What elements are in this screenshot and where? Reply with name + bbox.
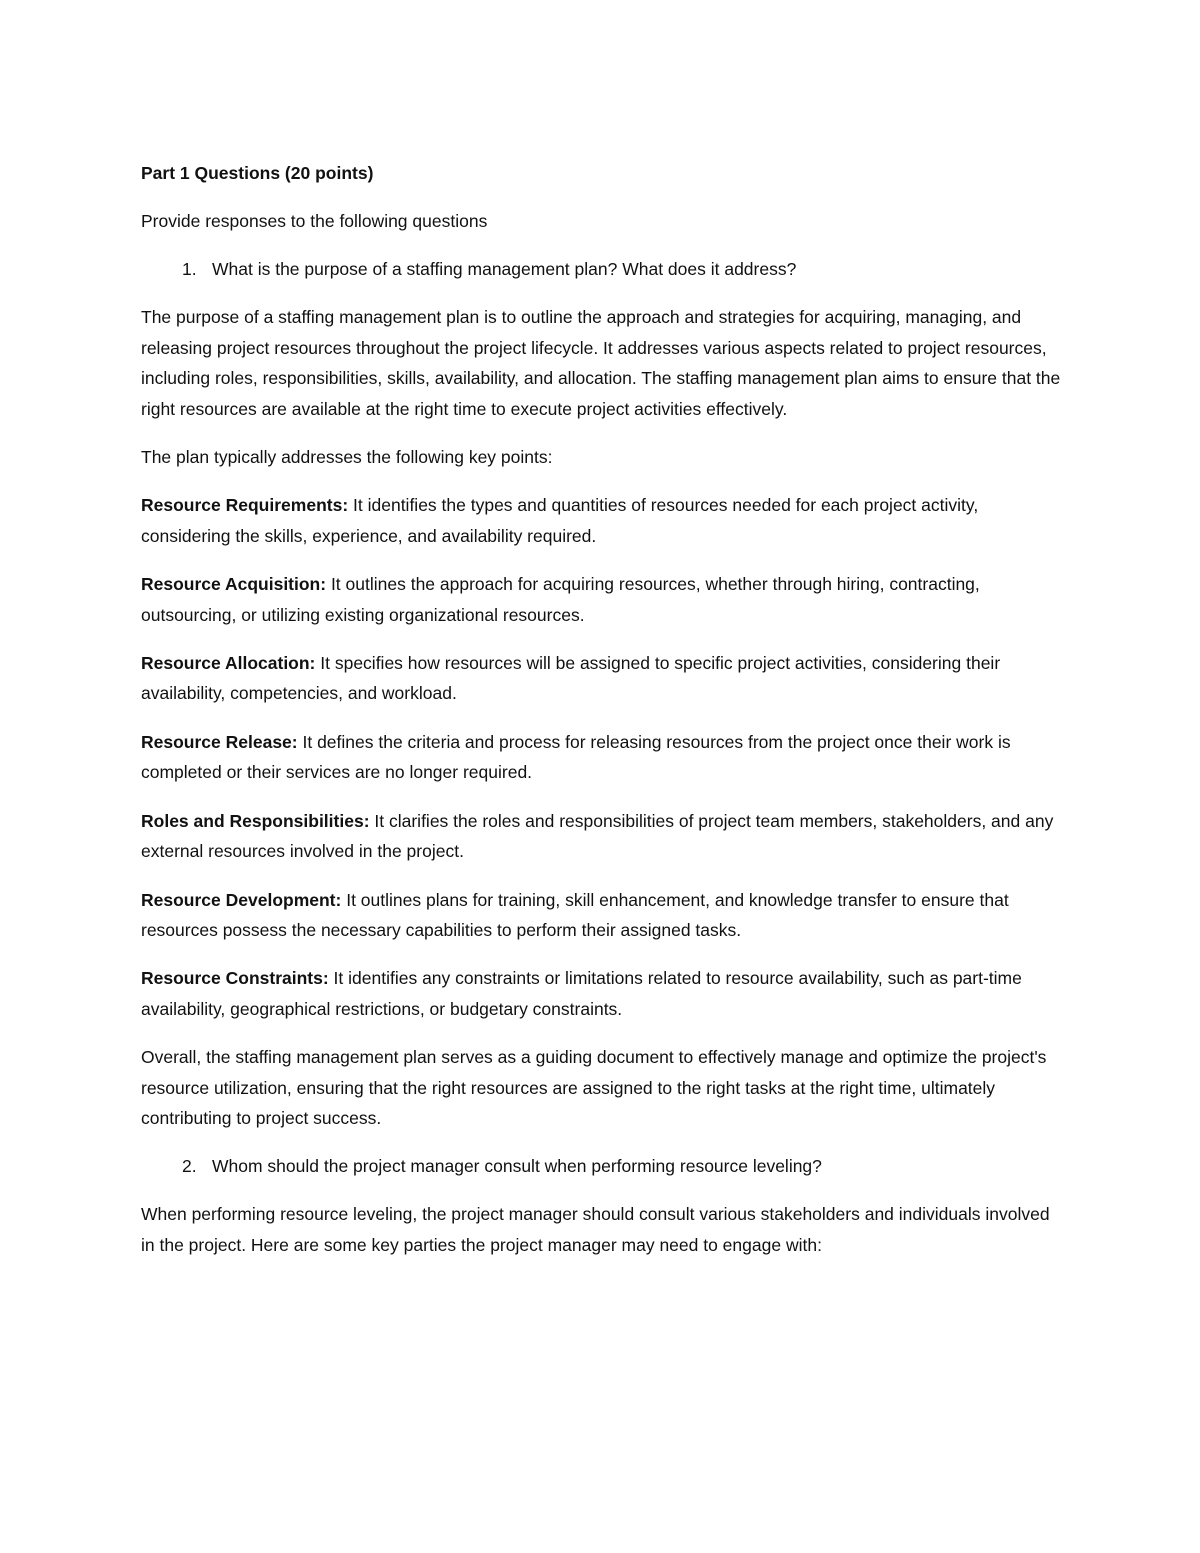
answer-2-paragraph: When performing resource leveling, the project manager should consult various stakeholders and individuals involved in the project. Here are some key parties the project manager may need to engage with: — [141, 1204, 1050, 1255]
overall-paragraph: Overall, the staffing management plan serves as a guiding document to effectively manage and optimize the project's resource utilization, ensuring that the right resources are assigned to the right tasks at the right time, ultimately contributing to project success. — [141, 1047, 1047, 1128]
key-point-term: Resource Acquisition: — [141, 574, 327, 595]
document-body — [141, 158, 1061, 1278]
key-point — [141, 727, 1061, 788]
question-2-text: Whom should the project manager consult when performing resource leveling? — [212, 1156, 822, 1177]
question-2 — [141, 1151, 1061, 1181]
key-point-term: Resource Allocation: — [141, 653, 316, 674]
key-point-term: Resource Requirements: — [141, 495, 349, 516]
intro-text: Provide responses to the following questions — [141, 211, 488, 231]
section-heading: Part 1 Questions (20 points) — [141, 163, 374, 183]
question-1-text: What is the purpose of a staffing management plan? What does it address? — [212, 259, 797, 280]
key-point-term: Roles and Responsibilities: — [141, 810, 370, 831]
key-point-term: Resource Release: — [141, 731, 298, 752]
key-point-text: It outlines the approach for acquiring resources, whether through hiring, contracting, outsourcing, or utilizing existing organizational resources. — [141, 574, 980, 625]
key-point-text: It outlines plans for training, skill enhancement, and knowledge transfer to ensure that resources possess the necessary capabilities to perform their assigned tasks. — [141, 889, 1009, 940]
answer-1-paragraph: The purpose of a staffing management plan is to outline the approach and strategies for acquiring, managing, and releasing project resources throughout the project lifecycle. It addresses various aspects related to project resources, including roles, responsibilities, skills, availability, and allocation. The staffing management plan aims to ensure that the right resources are available at the right time to execute project activities effectively. — [141, 307, 1061, 419]
key-points-intro: The plan typically addresses the following key points: — [141, 447, 553, 468]
question-2-number: 2. — [182, 1156, 197, 1177]
key-point — [141, 963, 1061, 1024]
key-point-text: It defines the criteria and process for releasing resources from the project once their work is completed or their services are no longer required. — [141, 731, 1011, 783]
key-point-term: Resource Constraints: — [141, 968, 329, 989]
key-point — [141, 885, 1061, 946]
key-point-term: Resource Development: — [141, 889, 342, 910]
key-point-text: It identifies any constraints or limitations related to resource availability, such as part-time availability, geographical restrictions, or budgetary constraints. — [141, 968, 1022, 1019]
question-1 — [141, 254, 1061, 284]
question-1-number: 1. — [182, 259, 197, 280]
key-point — [141, 569, 1061, 630]
key-point-text: It specifies how resources will be assigned to specific project activities, considering their availability, competencies, and workload. — [141, 653, 1001, 704]
key-point — [141, 806, 1061, 867]
key-point-text: It clarifies the roles and responsibilities of project team members, stakeholders, and any external resources involved in the project. — [141, 810, 1054, 862]
key-point-text: It identifies the types and quantities of resources needed for each project activity, considering the skills, experience, and availability required. — [141, 495, 979, 546]
key-point — [141, 490, 1061, 551]
key-point — [141, 648, 1061, 709]
